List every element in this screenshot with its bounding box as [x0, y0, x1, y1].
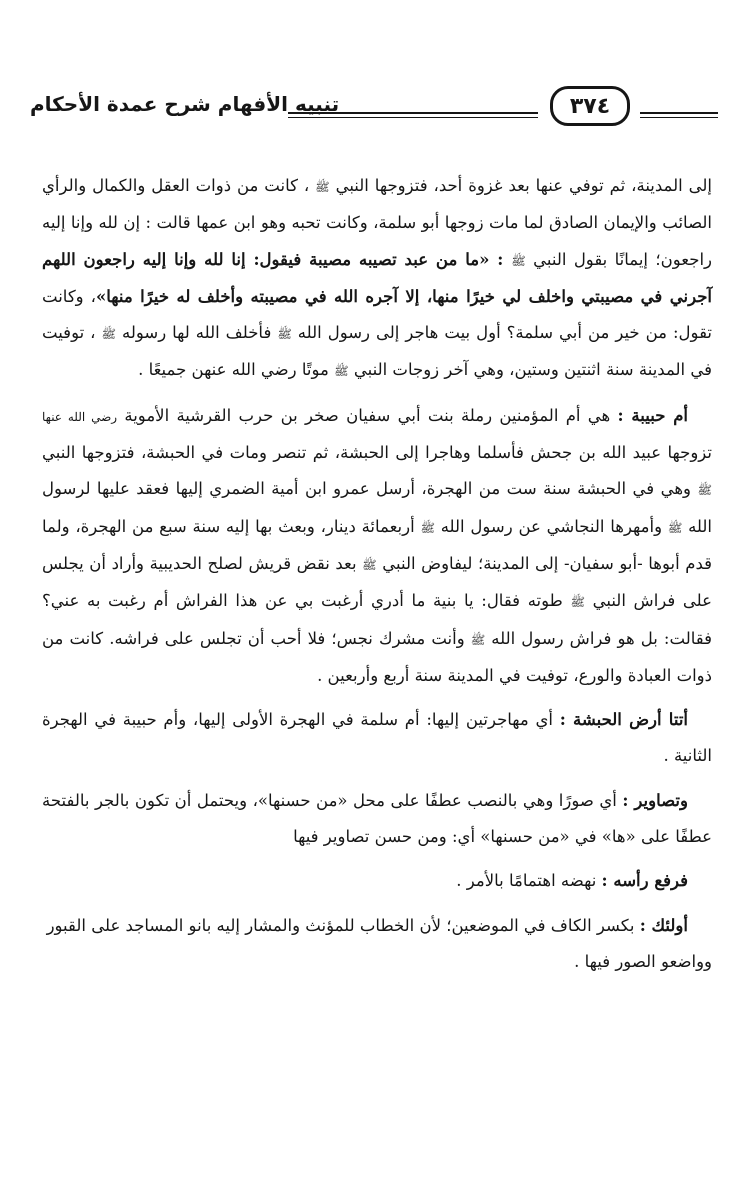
honorific-glyph: ﷺ: [334, 364, 349, 379]
glossary-term: أولئك :: [639, 915, 688, 935]
honorific-glyph: ﷺ: [697, 483, 712, 498]
paragraph-rafa-rasahu: [42, 863, 712, 899]
body-text: بكسر الكاف في الموضعين؛ لأن الخطاب للمؤنث والمشار إليه بانو المساجد على القبور وواضعو الصور فيها .: [46, 915, 712, 971]
page-number: ٣٧٤: [569, 93, 611, 119]
body-text: طوته فقال: يا بنية ما أدري أرغبت بي عن هذا الفراش أم رغبت به عني؟ فقالت: بل هو فراش رسول الله: [42, 591, 712, 648]
body-text: ، كانت من ذوات العقل والكمال والرأي الصائب والإيمان الصادق لما مات زوجها أبو سلمة، وكانت تحبه وهو ابن عمها قالت : إن لله وإنا إليه راجعون؛ إيمانًا بقول النبي: [42, 176, 712, 269]
body-text: تزوجها عبيد الله بن جحش فأسلما وهاجرا إلى الحبشة، ثم تنصر ومات في الحبشة، فتزوجها النبي: [42, 443, 712, 463]
honorific-glyph: ﷺ: [277, 327, 292, 342]
header-rule-left: [288, 112, 538, 118]
body-text: أي صورًا وهي بالنصب عطفًا على محل «من حسنها»، ويحتمل أن تكون بالجر بالفتحة عطفًا على «ها» في «من حسنها» أي: ومن حسن تصاوير فيها: [42, 790, 712, 847]
body-text: هي أم المؤمنين رملة بنت أبي سفيان صخر بن حرب القرشية الأموية: [117, 405, 618, 425]
page-number-badge: [550, 86, 630, 126]
honorific-glyph: ﷺ: [362, 557, 377, 572]
honorific-glyph: رضي الله عنها: [42, 409, 118, 424]
honorific-glyph: ﷺ: [420, 520, 435, 535]
paragraph-tasawir: [42, 783, 712, 856]
glossary-term: فرفع رأسه :: [601, 871, 688, 891]
glossary-term: أم حبيبة :: [617, 405, 688, 425]
honorific-glyph: ﷺ: [315, 180, 330, 194]
body-text: وأنت مشرك نجس؛ فلا أحب أن تجلس على فراشه. كانت من ذوات العبادة والورع، توفيت في المدينة سنة أربع وأربعين .: [42, 628, 712, 685]
body-text: ، توفيت في المدينة سنة اثنتين وستين، وهي آخر زوجات النبي: [42, 323, 712, 380]
page-header: [30, 86, 718, 130]
body-text: وأمهرها النجاشي عن رسول الله: [434, 516, 668, 536]
honorific-glyph: ﷺ: [667, 520, 683, 535]
body-text: أي مهاجرتين إليها: أم سلمة في الهجرة الأولى إليها، وأم حبيبة في الهجرة الثانية .: [42, 710, 712, 766]
book-title: تنبيه الأفهام شرح عمدة الأحكام: [30, 92, 340, 116]
body-text: موتًا رضي الله عنهن جميعًا .: [138, 360, 335, 380]
page-body: [42, 168, 712, 988]
glossary-term: وتصاوير :: [622, 790, 688, 810]
header-rule-right: [640, 112, 718, 118]
paragraph-ulaika: [42, 908, 712, 981]
honorific-glyph: ﷺ: [511, 253, 526, 268]
body-text: فأخلف الله لها رسوله: [115, 323, 278, 343]
body-text: بعد نقض قريش لصلح الحديبية وأراد أن يجلس على فراش النبي: [42, 553, 712, 611]
paragraph-ard-al-habasha: [42, 702, 712, 775]
honorific-glyph: ﷺ: [470, 632, 486, 647]
paragraph-umm-salama: [42, 168, 712, 390]
honorific-glyph: ﷺ: [101, 327, 116, 342]
body-text: إلى المدينة، ثم توفي عنها بعد غزوة أحد، فتزوجها النبي: [329, 176, 712, 195]
paragraph-umm-habiba: [42, 398, 712, 694]
body-text: نهضه اهتمامًا بالأمر .: [456, 871, 602, 891]
body-text: أربعمائة دينار، وبعث بها إليه سنة سبع من الهجرة، ولما قدم أبوها -أبو سفيان- إلى المدينة؛ ليفاوض النبي: [42, 516, 712, 573]
glossary-term: أتتا أرض الحبشة :: [559, 710, 688, 730]
hadith-quote: : «ما من عبد تصيبه مصيبة فيقول: إنا لله وإنا إليه راجعون اللهم آجرني في مصيبتي واخلف لي خيرًا منها، إلا آجره الله في مصيبته وأخلف له خيرًا منها»: [42, 249, 712, 306]
body-text: ، وكانت تقول: من خير من أبي سلمة؟ أول بيت هاجر إلى رسول الله: [42, 286, 713, 343]
honorific-glyph: ﷺ: [570, 595, 585, 610]
body-text: وهي في الحبشة سنة ست من الهجرة، أرسل عمرو ابن أمية الضمري إليها فعقد عليها لرسول الله: [42, 479, 712, 536]
